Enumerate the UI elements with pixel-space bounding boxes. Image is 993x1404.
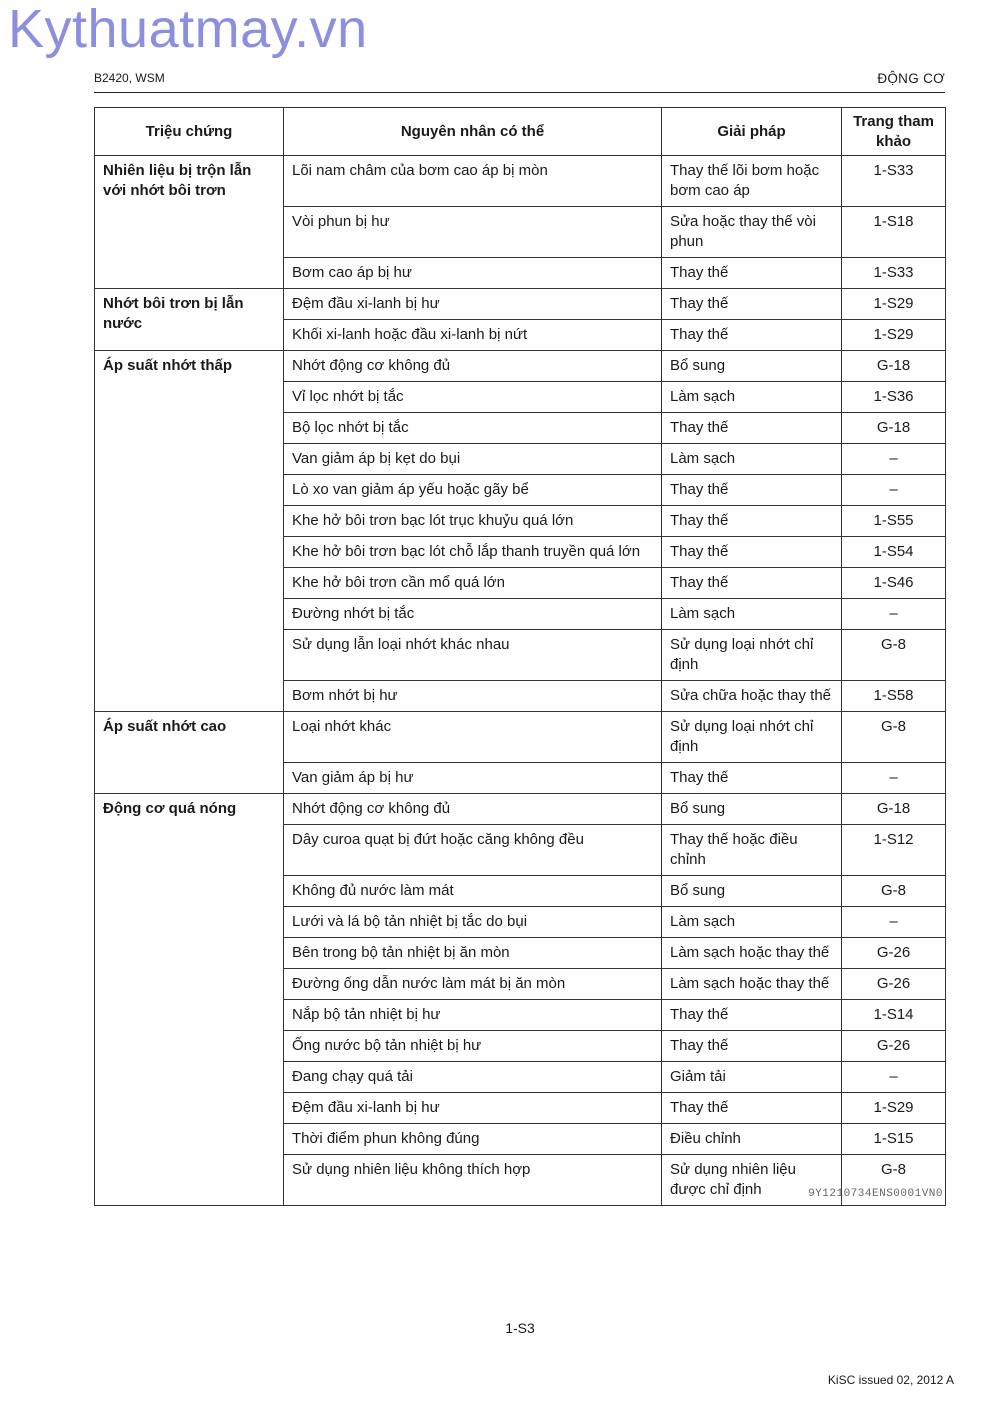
cause-cell: Lò xo van giảm áp yếu hoặc gãy bể xyxy=(284,475,662,506)
watermark-logo: Kythuatmay.vn xyxy=(8,0,368,59)
reference-cell: 1-S33 xyxy=(842,156,946,207)
cause-cell: Bên trong bộ tản nhiệt bị ăn mòn xyxy=(284,938,662,969)
cause-cell: Đang chạy quá tải xyxy=(284,1062,662,1093)
symptom-cell: Áp suất nhớt cao xyxy=(95,712,284,794)
reference-cell: G-18 xyxy=(842,351,946,382)
cause-cell: Sử dụng lẫn loại nhớt khác nhau xyxy=(284,630,662,681)
solution-cell: Làm sạch xyxy=(662,907,842,938)
symptom-cell: Nhiên liệu bị trộn lẫn với nhớt bôi trơn xyxy=(95,156,284,289)
header-model: B2420, WSM xyxy=(94,71,165,85)
reference-cell: – xyxy=(842,907,946,938)
solution-cell: Giảm tải xyxy=(662,1062,842,1093)
table-row xyxy=(95,794,946,825)
solution-cell: Thay thế xyxy=(662,1093,842,1124)
solution-cell: Làm sạch xyxy=(662,382,842,413)
cause-cell: Khe hở bôi trơn cần mổ quá lớn xyxy=(284,568,662,599)
table-row xyxy=(95,289,946,320)
cause-cell: Bộ lọc nhớt bị tắc xyxy=(284,413,662,444)
troubleshooting-table xyxy=(94,107,946,1206)
symptom-cell: Nhớt bôi trơn bị lẫn nước xyxy=(95,289,284,351)
reference-cell: 1-S14 xyxy=(842,1000,946,1031)
cause-cell: Nhớt động cơ không đủ xyxy=(284,351,662,382)
reference-cell: G-26 xyxy=(842,938,946,969)
solution-cell: Thay thế xyxy=(662,320,842,351)
cause-cell: Khối xi-lanh hoặc đầu xi-lanh bị nứt xyxy=(284,320,662,351)
solution-cell: Làm sạch xyxy=(662,599,842,630)
solution-cell: Thay thế hoặc điều chỉnh xyxy=(662,825,842,876)
solution-cell: Thay thế xyxy=(662,413,842,444)
table-row xyxy=(95,712,946,763)
cause-cell: Van giảm áp bị kẹt do bụi xyxy=(284,444,662,475)
cause-cell: Đường nhớt bị tắc xyxy=(284,599,662,630)
cause-cell: Vỉ lọc nhớt bị tắc xyxy=(284,382,662,413)
table-header-row xyxy=(95,108,946,156)
reference-cell: G-18 xyxy=(842,794,946,825)
cause-cell: Đệm đầu xi-lanh bị hư xyxy=(284,1093,662,1124)
cause-cell: Sử dụng nhiên liệu không thích hợp xyxy=(284,1155,662,1206)
solution-cell: Sửa chữa hoặc thay thế xyxy=(662,681,842,712)
reference-cell: 1-S18 xyxy=(842,207,946,258)
solution-cell: Thay thế xyxy=(662,289,842,320)
solution-cell: Thay thế xyxy=(662,475,842,506)
solution-cell: Làm sạch hoặc thay thế xyxy=(662,969,842,1000)
symptom-cell: Áp suất nhớt thấp xyxy=(95,351,284,712)
page-number: 1-S3 xyxy=(505,1320,535,1336)
solution-cell: Bổ sung xyxy=(662,794,842,825)
header-reference: Trang tham khảo xyxy=(842,108,946,156)
issue-note: KiSC issued 02, 2012 A xyxy=(827,1373,954,1387)
reference-cell: 1-S55 xyxy=(842,506,946,537)
reference-cell: – xyxy=(842,599,946,630)
reference-cell: 1-S29 xyxy=(842,320,946,351)
symptom-cell: Động cơ quá nóng xyxy=(95,794,284,1206)
solution-cell: Bổ sung xyxy=(662,351,842,382)
reference-cell: – xyxy=(842,763,946,794)
reference-cell: G-8 xyxy=(842,1155,946,1206)
document-code: 9Y1210734ENS0001VN0 xyxy=(808,1188,943,1200)
reference-cell: G-8 xyxy=(842,630,946,681)
reference-cell: G-8 xyxy=(842,876,946,907)
reference-cell: 1-S58 xyxy=(842,681,946,712)
reference-cell: 1-S46 xyxy=(842,568,946,599)
reference-cell: 1-S36 xyxy=(842,382,946,413)
solution-cell: Bổ sung xyxy=(662,876,842,907)
reference-cell: – xyxy=(842,1062,946,1093)
reference-cell: 1-S12 xyxy=(842,825,946,876)
solution-cell: Sử dụng loại nhớt chỉ định xyxy=(662,630,842,681)
cause-cell: Nhớt động cơ không đủ xyxy=(284,794,662,825)
cause-cell: Đường ống dẫn nước làm mát bị ăn mòn xyxy=(284,969,662,1000)
cause-cell: Vòi phun bị hư xyxy=(284,207,662,258)
solution-cell: Thay thế xyxy=(662,568,842,599)
reference-cell: G-8 xyxy=(842,712,946,763)
reference-cell: G-26 xyxy=(842,1031,946,1062)
cause-cell: Thời điểm phun không đúng xyxy=(284,1124,662,1155)
cause-cell: Ống nước bộ tản nhiệt bị hư xyxy=(284,1031,662,1062)
reference-cell: 1-S29 xyxy=(842,289,946,320)
solution-cell: Thay thế xyxy=(662,763,842,794)
solution-cell: Làm sạch xyxy=(662,444,842,475)
solution-cell: Sử dụng nhiên liệu được chỉ định xyxy=(662,1155,842,1206)
solution-cell: Thay thế xyxy=(662,258,842,289)
cause-cell: Loại nhớt khác xyxy=(284,712,662,763)
cause-cell: Khe hở bôi trơn bạc lót trục khuỷu quá lớn xyxy=(284,506,662,537)
cause-cell: Nắp bộ tản nhiệt bị hư xyxy=(284,1000,662,1031)
reference-cell: – xyxy=(842,444,946,475)
cause-cell: Van giảm áp bị hư xyxy=(284,763,662,794)
reference-cell: 1-S54 xyxy=(842,537,946,568)
reference-cell: G-18 xyxy=(842,413,946,444)
solution-cell: Làm sạch hoặc thay thế xyxy=(662,938,842,969)
reference-cell: 1-S15 xyxy=(842,1124,946,1155)
reference-cell: 1-S29 xyxy=(842,1093,946,1124)
header-solution: Giải pháp xyxy=(662,108,842,156)
cause-cell: Khe hở bôi trơn bạc lót chỗ lắp thanh truyền quá lớn xyxy=(284,537,662,568)
reference-cell: – xyxy=(842,475,946,506)
table-row xyxy=(95,351,946,382)
reference-cell: 1-S33 xyxy=(842,258,946,289)
header-section-title: ĐỘNG CƠ xyxy=(877,71,945,86)
cause-cell: Lưới và lá bộ tản nhiệt bị tắc do bụi xyxy=(284,907,662,938)
reference-cell: G-26 xyxy=(842,969,946,1000)
cause-cell: Lõi nam châm của bơm cao áp bị mòn xyxy=(284,156,662,207)
solution-cell: Sử dụng loại nhớt chỉ định xyxy=(662,712,842,763)
solution-cell: Thay thế xyxy=(662,1000,842,1031)
solution-cell: Thay thế lõi bơm hoặc bơm cao áp xyxy=(662,156,842,207)
cause-cell: Bơm nhớt bị hư xyxy=(284,681,662,712)
header-divider xyxy=(94,92,945,93)
cause-cell: Đệm đầu xi-lanh bị hư xyxy=(284,289,662,320)
table-row xyxy=(95,156,946,207)
solution-cell: Thay thế xyxy=(662,1031,842,1062)
cause-cell: Không đủ nước làm mát xyxy=(284,876,662,907)
header-symptom: Triệu chứng xyxy=(95,108,284,156)
cause-cell: Bơm cao áp bị hư xyxy=(284,258,662,289)
solution-cell: Thay thế xyxy=(662,506,842,537)
header-cause: Nguyên nhân có thể xyxy=(284,108,662,156)
solution-cell: Điều chỉnh xyxy=(662,1124,842,1155)
cause-cell: Dây curoa quạt bị đứt hoặc căng không đều xyxy=(284,825,662,876)
solution-cell: Sửa hoặc thay thế vòi phun xyxy=(662,207,842,258)
solution-cell: Thay thế xyxy=(662,537,842,568)
